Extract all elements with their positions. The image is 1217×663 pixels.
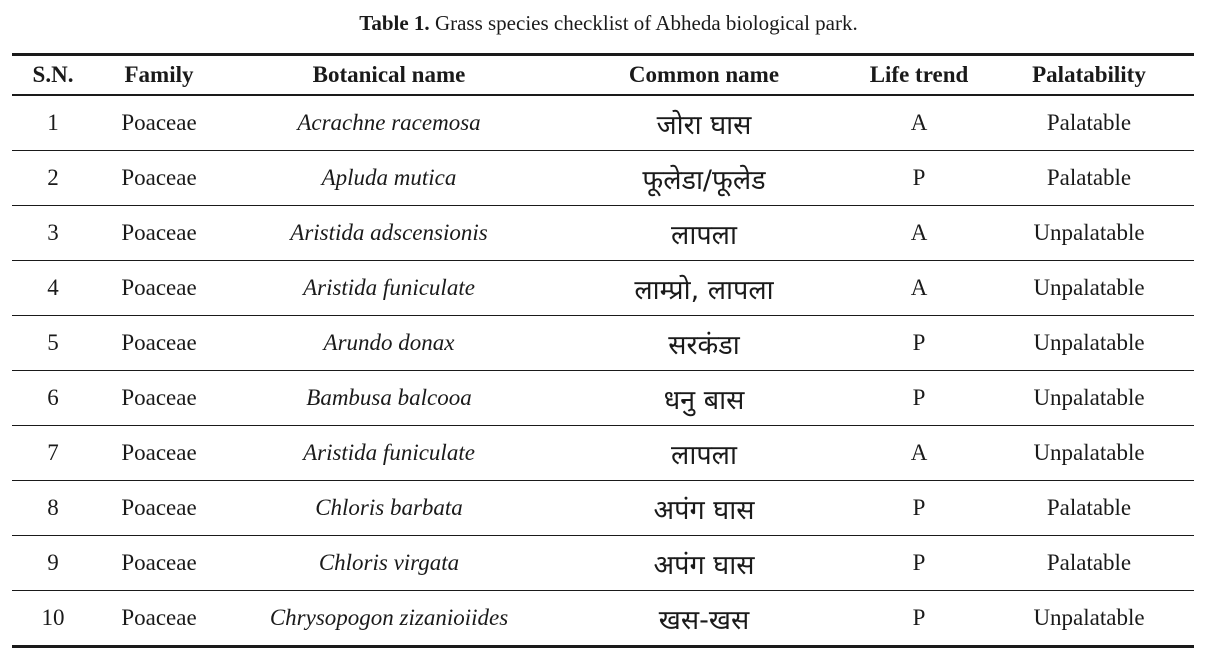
cell-common-name: लाम्प्रो, लापला — [554, 261, 854, 316]
header-palatability: Palatability — [984, 55, 1194, 96]
table-caption — [0, 8, 1217, 38]
cell-palatability: Palatable — [984, 151, 1194, 206]
cell-common-name: जोरा घास — [554, 95, 854, 151]
table-row — [12, 536, 1194, 591]
cell-sn: 6 — [12, 371, 94, 426]
header-botanical-name: Botanical name — [224, 55, 554, 96]
table-row — [12, 426, 1194, 481]
cell-botanical-name: Chloris virgata — [224, 536, 554, 591]
table-row — [12, 261, 1194, 316]
cell-common-name: लापला — [554, 426, 854, 481]
table-row — [12, 151, 1194, 206]
cell-botanical-name: Aristida adscensionis — [224, 206, 554, 261]
header-row — [12, 55, 1194, 96]
cell-family: Poaceae — [94, 591, 224, 647]
table-row — [12, 316, 1194, 371]
cell-palatability: Unpalatable — [984, 261, 1194, 316]
cell-botanical-name: Arundo donax — [224, 316, 554, 371]
cell-botanical-name: Chrysopogon zizanioiides — [224, 591, 554, 647]
cell-botanical-name: Acrachne racemosa — [224, 95, 554, 151]
header-common-name: Common name — [554, 55, 854, 96]
cell-botanical-name: Aristida funiculate — [224, 426, 554, 481]
cell-palatability: Unpalatable — [984, 371, 1194, 426]
cell-family: Poaceae — [94, 316, 224, 371]
species-table — [12, 53, 1194, 648]
table-caption-text: Grass species checklist of Abheda biological park. — [429, 11, 858, 35]
cell-sn: 10 — [12, 591, 94, 647]
cell-life-trend: A — [854, 206, 984, 261]
table-row — [12, 206, 1194, 261]
table-caption-label: Table 1. — [359, 11, 430, 35]
cell-sn: 8 — [12, 481, 94, 536]
cell-family: Poaceae — [94, 481, 224, 536]
table-row — [12, 591, 1194, 647]
cell-common-name: खस-खस — [554, 591, 854, 647]
cell-botanical-name: Aristida funiculate — [224, 261, 554, 316]
table-body — [12, 95, 1194, 647]
cell-palatability: Palatable — [984, 481, 1194, 536]
cell-family: Poaceae — [94, 426, 224, 481]
table-row — [12, 95, 1194, 151]
header-family: Family — [94, 55, 224, 96]
table-header — [12, 55, 1194, 96]
cell-family: Poaceae — [94, 261, 224, 316]
header-life-trend: Life trend — [854, 55, 984, 96]
cell-life-trend: P — [854, 481, 984, 536]
cell-sn: 9 — [12, 536, 94, 591]
cell-common-name: अपंग घास — [554, 481, 854, 536]
cell-life-trend: P — [854, 371, 984, 426]
cell-common-name: धनु बास — [554, 371, 854, 426]
cell-palatability: Palatable — [984, 536, 1194, 591]
cell-family: Poaceae — [94, 536, 224, 591]
cell-sn: 3 — [12, 206, 94, 261]
cell-life-trend: P — [854, 316, 984, 371]
cell-life-trend: A — [854, 426, 984, 481]
cell-palatability: Unpalatable — [984, 316, 1194, 371]
cell-palatability: Unpalatable — [984, 206, 1194, 261]
cell-common-name: लापला — [554, 206, 854, 261]
table-row — [12, 481, 1194, 536]
cell-life-trend: A — [854, 261, 984, 316]
cell-life-trend: A — [854, 95, 984, 151]
cell-common-name: फूलेडा/फूलेड — [554, 151, 854, 206]
cell-sn: 2 — [12, 151, 94, 206]
cell-botanical-name: Chloris barbata — [224, 481, 554, 536]
cell-botanical-name: Bambusa balcooa — [224, 371, 554, 426]
cell-life-trend: P — [854, 591, 984, 647]
cell-family: Poaceae — [94, 371, 224, 426]
table-row — [12, 371, 1194, 426]
cell-family: Poaceae — [94, 206, 224, 261]
cell-life-trend: P — [854, 151, 984, 206]
cell-sn: 5 — [12, 316, 94, 371]
cell-sn: 4 — [12, 261, 94, 316]
cell-sn: 1 — [12, 95, 94, 151]
cell-palatability: Unpalatable — [984, 426, 1194, 481]
cell-common-name: सरकंडा — [554, 316, 854, 371]
cell-common-name: अपंग घास — [554, 536, 854, 591]
header-sn: S.N. — [12, 55, 94, 96]
cell-family: Poaceae — [94, 95, 224, 151]
cell-family: Poaceae — [94, 151, 224, 206]
cell-botanical-name: Apluda mutica — [224, 151, 554, 206]
cell-life-trend: P — [854, 536, 984, 591]
cell-palatability: Unpalatable — [984, 591, 1194, 647]
cell-sn: 7 — [12, 426, 94, 481]
cell-palatability: Palatable — [984, 95, 1194, 151]
